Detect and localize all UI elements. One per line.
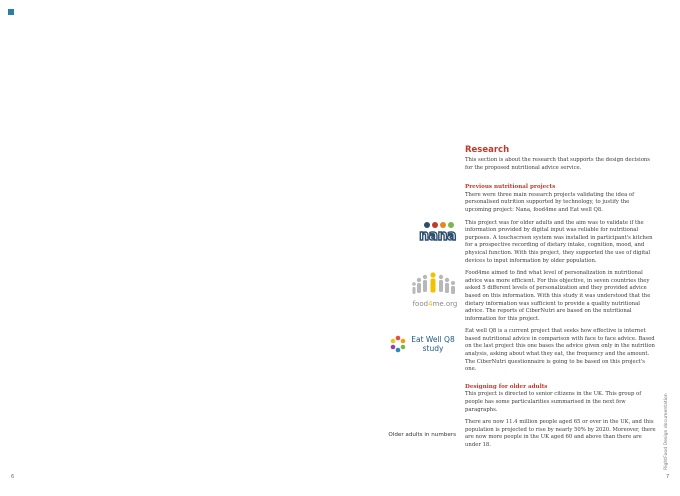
food4me-paragraph: Food4me aimed to find what level of personalization in nutritional advice was more efficient. For this objective, in seven countries they asked 5 different levels of personalization and they provided advice based on this information. With this study it was understood that the dietary information was sufficient to provide a quality nutritional advice. The reports of CiberNutri are based on the nutritional information for this project. [465,270,651,322]
nana-paragraph: This project was for older adults and the aim was to validate if the information provided by digital input was reliable for nutritional purposes. A touchscreen system was installed in participant's kitchen for a prospective recording of dietary intake, cognition, mood, and physical function. With this project, they supported the use of digital devices to input information by older population. [465,219,653,264]
document-title-text: RightFood Design documentation [664,393,669,470]
older-adults-numbers: There are now 11.4 million people aged 65 or over in the UK, and this population is projected to rise by nearly 50% by 2020. Moreover, there are now more people in the UK aged 60 and above than there are under 18. [465,419,656,448]
eatwell-logo [388,333,458,359]
section-title: Research [465,145,510,155]
page-number-left: 6 [11,474,15,480]
corner-marker [8,9,14,15]
fruit-circle-icon [389,335,407,353]
older-adults-heading: Designing for older adults [465,383,548,390]
page-number-right: 7 [666,474,670,480]
people-group-icon [412,270,458,298]
food4me-logo [412,270,458,308]
nana-logo-text: nana [419,228,456,244]
older-adults-intro: This project is directed to senior citizens in the UK. This group of people has some particularities summarised in the next few paragraphs. [465,391,642,413]
previous-projects-heading: Previous nutritional projects [465,184,556,191]
previous-projects-intro: There were three main research projects validating the idea of personalised nutrition supported by technology, to justify the upcoming project: Nana, food4me and Eat well Q8. [465,191,635,213]
eatwell-paragraph: Eat well Q8 is a current project that seeks how effective is internet based nutritional advice in comparison with face to face advice. Based on the last project this one bases the advice given only in the nutrition analysis, asking about what they eat, the frequency and the amount. The CiberNutri questionnaire is going to be based on this project's one. [465,328,655,373]
nana-logo [410,222,456,246]
food4me-logo-text: food4me.org [412,300,458,308]
eatwell-logo-text: Eat Well Q8 study [411,335,455,353]
main-column [465,145,657,450]
section-intro: This section is about the research that supports the design decisions for the proposed nutritional advice service. [465,157,651,171]
older-adults-side-label: Older adults in numbers [388,432,456,438]
document-title-vertical [664,392,674,470]
